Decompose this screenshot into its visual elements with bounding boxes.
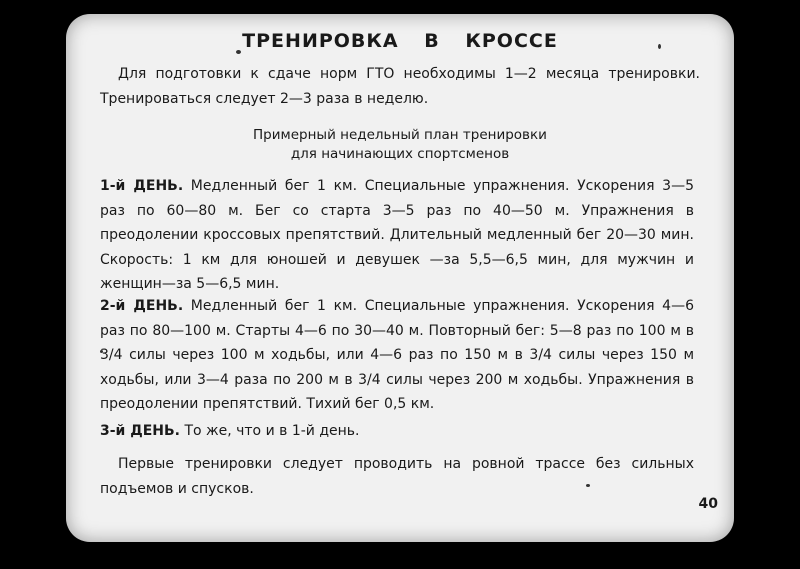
page-title: ТРЕНИРОВКА В КРОССЕ [242,30,558,52]
day-2-paragraph [100,294,694,417]
day-1-text: Медленный бег 1 км. Специальные упражнения. Ускорения 3—5 раз по 60—80 м. Бег со старта 3—5 раз по 40—50 м. Упражнения в преодолении кроссовых препятствий. Длительный медленный бег 20—30 мин. Скорость: 1 км для юношей и девушек —за 5,5—6,5 мин, для мужчин и женщин—за 5—6,5 мин. [100,178,694,292]
plan-subtitle-line1: Примерный недельный план тренировки [253,127,547,143]
closing-paragraph: Первые тренировки следует проводить на ровной трассе без сильных подъемов и спусков. [100,456,694,497]
day-3-text: То же, что и в 1-й день. [184,423,360,439]
intro-paragraph: Для подготовки к сдаче норм ГТО необходимы 1—2 месяца тренировки. Тренироваться следует 2—3 раза в неделю. [100,66,700,107]
day-1-paragraph [100,174,694,297]
slide [66,14,734,542]
day-2-text: Медленный бег 1 км. Специальные упражнения. Ускорения 4—6 раз по 80—100 м. Старты 4—6 по 30—40 м. Повторный бег: 5—8 раз по 100 м в 3/4 силы через 100 м ходьбы, или 4—6 раз по 150 м в 3/4 силы через 150 м ходьбы, или 3—4 раза по 200 м в 3/4 силы через 200 м ходьбы. Упражнения в преодолении препятствий. Тихий бег 0,5 км. [100,298,694,412]
day-2-label: 2-й ДЕНЬ. [100,298,184,314]
day-1-label: 1-й ДЕНЬ. [100,178,184,194]
plan-subtitle-line2: для начинающих спортсменов [290,146,510,162]
page-number: 40 [698,496,718,512]
day-3-paragraph [100,419,694,444]
day-3-label: 3-й ДЕНЬ. [100,423,180,439]
